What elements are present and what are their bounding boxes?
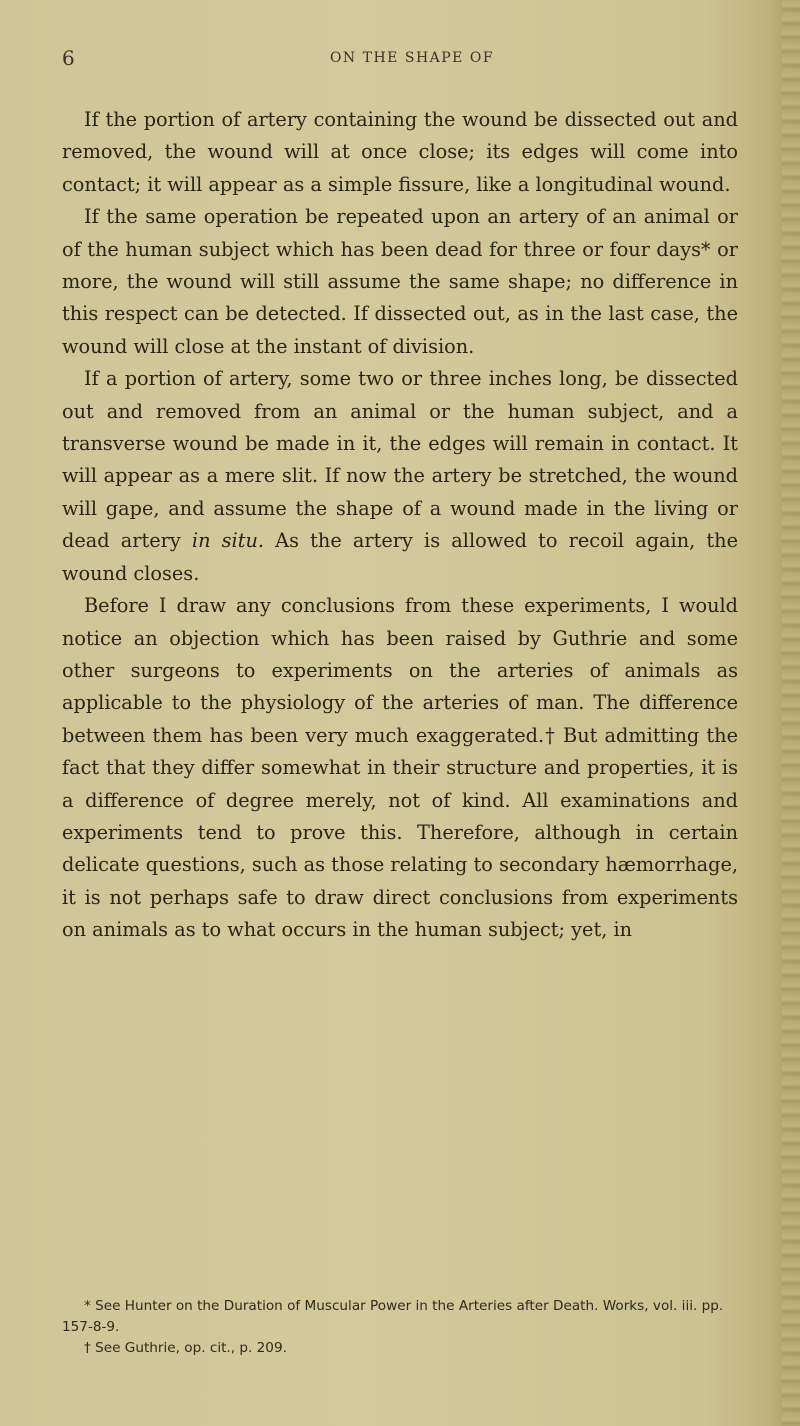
footnote: * See Hunter on the Duration of Muscular Power in the Arteries after Death. Works, vol. iii. pp. 157-8-9. (62, 1298, 724, 1335)
footnotes (62, 1296, 738, 1359)
paragraph: If the same operation be repeated upon an artery of an animal or of the human subject which has been dead for three or four days* or more, the wound will still assume the same shape; no difference in this respect can be detected. If dissected out, as in the last case, the wound will close at the instant of division. (62, 205, 738, 358)
running-head: ON THE SHAPE OF (329, 50, 495, 66)
paragraph: If the portion of artery containing the wound be dissected out and removed, the wound will at once close; its edges will come into contact; it will appear as a simple fissure, like a longitudinal wound. (62, 108, 738, 196)
body-text (62, 104, 738, 947)
paragraph: Before I draw any conclusions from these experiments, I would notice an objection which has been raised by Guthrie and some other surgeons to experiments on the arteries of animals as applicable to the physiology of the arteries of man. The difference between them has been very much exaggerated.† But admitting the fact that they differ somewhat in their structure and properties, it is a difference of degree merely, not of kind. All examinations and experiments tend to prove this. Therefore, although in certain delicate questions, such as those relating to secondary hæmorrhage, it is not perhaps safe to draw direct conclusions from experiments on animals as to what occurs in the human subject; yet, in (62, 594, 738, 942)
page-header (62, 46, 762, 76)
paragraph-text: If a portion of artery, some two or three inches long, be dissected out and removed from an animal or the human subject, and a transverse wound be made in it, the edges will remain in contact. It will appear as a mere slit. If now the artery be stretched, the wound will gape, and assume the shape of a wound made in the living or dead artery (62, 367, 738, 553)
paragraph (62, 363, 738, 590)
paragraph-text: As the artery is allowed to recoil again, the wound closes. (62, 529, 738, 585)
footnote: † See Guthrie, op. cit., p. 209. (84, 1340, 287, 1356)
italic-phrase: in situ. (191, 529, 265, 553)
page-edge (782, 0, 800, 1426)
page-number: 6 (62, 46, 75, 70)
